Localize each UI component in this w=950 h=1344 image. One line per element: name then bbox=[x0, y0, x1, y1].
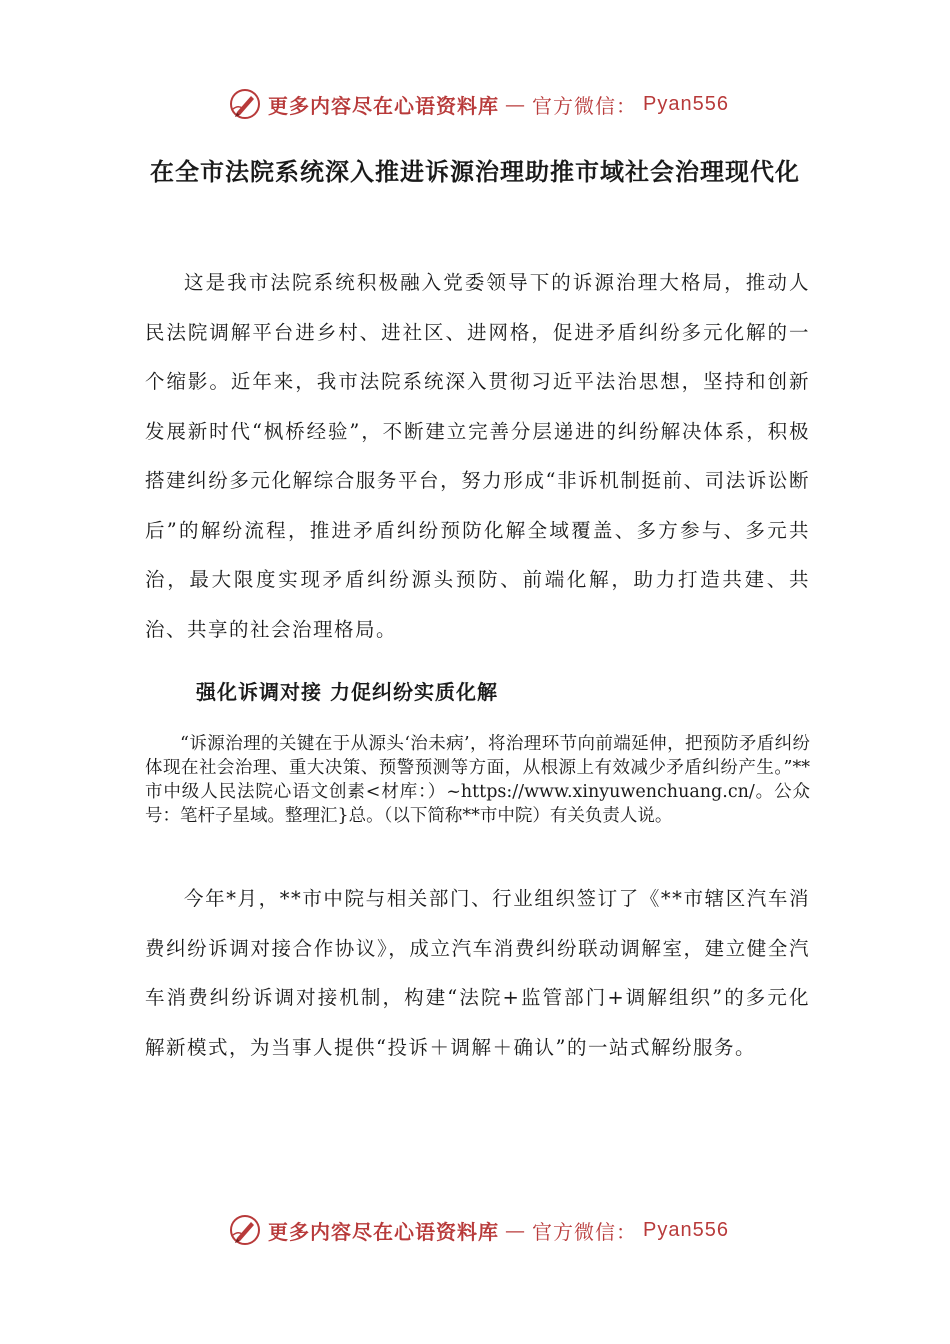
quote-paragraph: “诉源治理的关键在于从源头‘治未病’，将治理环节向前端延伸，把预防矛盾纠纷体现在社会治理、重大决策、预警预测等方面，从根源上有效减少矛盾纠纷产生。”**市中级人民法院心语文创素<材库：）~https://www.xinyuwenchuang.cn/。公众号：笔杆子星域。整理汇}总。（以下简称**市中院）有关负责人说。 bbox=[145, 734, 810, 826]
banner-brand-text: 更多内容尽在心语资料库 bbox=[268, 93, 499, 118]
banner-wechat-account: Pyan556 bbox=[643, 92, 729, 115]
banner-wechat-label: 官方微信： bbox=[532, 1219, 637, 1244]
banner-dash: — bbox=[505, 1218, 526, 1242]
banner-dash: — bbox=[505, 92, 526, 116]
section-subheading: 强化诉调对接 力促纠纷实质化解 bbox=[196, 680, 498, 704]
banner-wechat-label: 官方微信： bbox=[532, 93, 637, 118]
banner-brand-text: 更多内容尽在心语资料库 bbox=[268, 1219, 499, 1244]
body-paragraph-3: 今年*月，**市中院与相关部门、行业组织签订了《**市辖区汽车消费纠纷诉调对接合作协议》，成立汽车消费纠纷联动调解室，建立健全汽车消费纠纷诉调对接机制，构建“法院+监管部门+调解组织”的多元化解新模式，为当事人提供“投诉＋调解＋确认”的一站式解纷服务。 bbox=[145, 887, 810, 1059]
banner-wechat-account: Pyan556 bbox=[643, 1218, 729, 1241]
footer-banner bbox=[228, 1210, 748, 1250]
document-title: 在全市法院系统深入推进诉源治理助推市域社会治理现代化 bbox=[150, 158, 800, 186]
pen-logo-icon bbox=[228, 87, 262, 121]
body-paragraph-1: 这是我市法院系统积极融入党委领导下的诉源治理大格局，推动人民法院调解平台进乡村、进社区、进网格，促进矛盾纠纷多元化解的一个缩影。近年来，我市法院系统深入贯彻习近平法治思想，坚持和创新发展新时代“枫桥经验”，不断建立完善分层递进的纠纷解决体系，积极搭建纠纷多元化解综合服务平台，努力形成“非诉机制挺前、司法诉讼断后”的解纷流程，推进矛盾纠纷预防化解全域覆盖、多方参与、多元共治，最大限度实现矛盾纠纷源头预防、前端化解，助力打造共建、共治、共享的社会治理格局。 bbox=[145, 271, 810, 641]
pen-logo-icon bbox=[228, 1213, 262, 1247]
header-banner bbox=[228, 84, 748, 124]
